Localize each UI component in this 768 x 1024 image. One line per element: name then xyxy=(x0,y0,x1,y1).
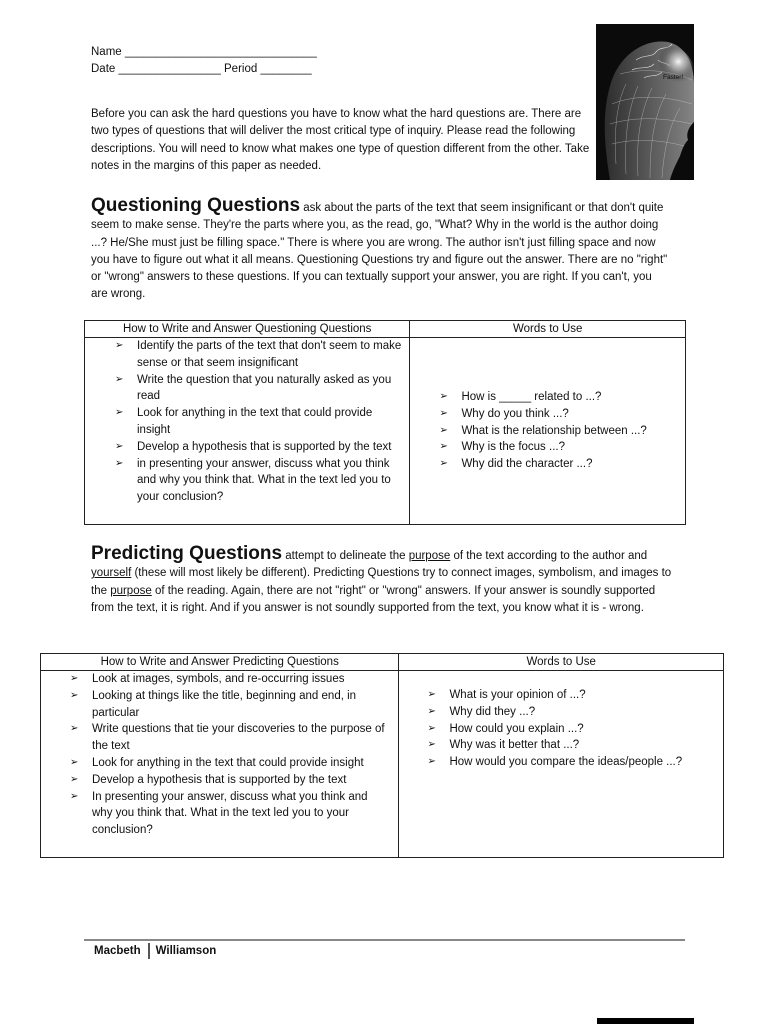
questioning-words-item-text: How is _____ related to ...? xyxy=(461,391,602,403)
predicting-how-item-text: Look at images, symbols, and re-occurring issues xyxy=(92,673,345,685)
questioning-words-item-text: What is the relationship between ...? xyxy=(461,424,647,437)
predicting-how-item xyxy=(70,789,390,839)
arrow-bullet-icon: ➢ xyxy=(70,689,79,701)
predicting-words-item xyxy=(427,754,723,771)
predicting-desc-part2: of the text according to the author and xyxy=(450,550,648,562)
date-period-line: Date ________________ Period ________ xyxy=(91,63,312,75)
questioning-how-cell xyxy=(85,338,410,525)
predicting-how-item xyxy=(70,688,390,722)
questioning-words-item xyxy=(439,389,685,406)
arrow-bullet-icon: ➢ xyxy=(70,790,79,802)
predicting-words-header: Words to Use xyxy=(399,654,724,671)
questioning-words-item xyxy=(439,406,685,423)
questioning-how-list xyxy=(115,338,402,506)
arrow-bullet-icon: ➢ xyxy=(70,756,79,768)
arrow-bullet-icon: ➢ xyxy=(427,722,436,734)
arrow-bullet-icon: ➢ xyxy=(439,424,448,436)
human-head-brain-image xyxy=(596,24,694,180)
predicting-words-item xyxy=(427,687,723,704)
intro-paragraph: Before you can ask the hard questions you have to know what the hard questions are. There are two types of questions that will deliver the most critical type of inquiry. Please read the following descriptions. You will need to know what makes one type of question different from the other. Take notes in the margins of this paper as needed. xyxy=(91,108,590,172)
questioning-how-item-text: Write the question that you naturally asked as you read xyxy=(137,373,392,403)
questioning-how-item xyxy=(115,372,401,406)
questioning-words-item-text: Why do you think ...? xyxy=(461,407,569,420)
predicting-how-item-text: In presenting your answer, discuss what you think and why you think that. What in the text led you to your conclusion? xyxy=(92,790,368,837)
questioning-how-item-text: Develop a hypothesis that is supported by the text xyxy=(137,440,392,453)
questioning-words-cell xyxy=(410,338,686,525)
arrow-bullet-icon: ➢ xyxy=(115,457,124,469)
arrow-bullet-icon: ➢ xyxy=(115,440,124,452)
arrow-bullet-icon: ➢ xyxy=(70,773,79,785)
predicting-title: Predicting Questions xyxy=(91,543,283,564)
footer xyxy=(94,943,216,959)
predicting-how-item-text: Develop a hypothesis that is supported by the text xyxy=(92,773,347,786)
predicting-words-item-text: What is your opinion of ...? xyxy=(449,689,586,701)
footer-separator xyxy=(148,943,150,959)
questioning-words-item-text: Why is the focus ...? xyxy=(461,441,565,454)
questioning-how-item-text: Identify the parts of the text that don't seem to make sense or that seem insignificant xyxy=(137,340,402,369)
arrow-bullet-icon: ➢ xyxy=(427,756,436,768)
questioning-how-item xyxy=(115,405,401,439)
predicting-desc-purpose-2: purpose xyxy=(110,584,152,597)
predicting-section xyxy=(91,544,681,617)
arrow-bullet-icon: ➢ xyxy=(115,373,124,385)
predicting-how-item-text: Looking at things like the title, beginning and end, in particular xyxy=(92,689,357,719)
predicting-words-item xyxy=(427,721,723,738)
predicting-words-cell xyxy=(399,671,724,858)
questioning-how-item-text: in presenting your answer, discuss what you think and why you think that. What in the text led you to your conclusion? xyxy=(137,457,391,504)
footer-divider xyxy=(84,939,685,941)
questioning-description: ask about the parts of the text that seem insignificant or that don't quite seem to make sense. They're the parts where you, as the read, go, "What? Why in the world is the author doing ...? He/She must just be filling space." There is where you are wrong. The author isn't just filling space and now you have to figure out what it all means. Questioning Questions try and figure out the answer. There are no "right" or "wrong" answers to these questions. If you can textually support your answer, you are right. If you can't, you are wrong. xyxy=(91,202,668,301)
questioning-words-item xyxy=(439,423,685,440)
questioning-how-header: How to Write and Answer Questioning Questions xyxy=(85,321,410,338)
predicting-desc-part1: attempt to delineate the xyxy=(282,550,409,562)
predicting-desc-part4: of the reading. Again, there are not "right" or "wrong" answers. If your answer is soundly supported from the text, it is right. And if you answer is not soundly supported from the text, you know what it is - wrong. xyxy=(91,584,656,614)
questioning-how-item-text: Look for anything in the text that could provide insight xyxy=(137,407,373,436)
arrow-bullet-icon: ➢ xyxy=(439,391,448,402)
questioning-words-header: Words to Use xyxy=(410,321,686,338)
predicting-how-item xyxy=(70,671,390,688)
questioning-how-item xyxy=(115,456,401,506)
arrow-bullet-icon: ➢ xyxy=(427,739,436,751)
footer-author: Williamson xyxy=(155,945,217,957)
faster-label: Faster! xyxy=(663,74,684,81)
predicting-how-item xyxy=(70,721,390,755)
name-line: Name ______________________________ xyxy=(91,46,317,58)
predicting-how-list xyxy=(70,671,390,839)
arrow-bullet-icon: ➢ xyxy=(427,705,436,717)
arrow-bullet-icon: ➢ xyxy=(70,723,79,735)
predicting-table xyxy=(40,653,724,858)
predicting-words-list xyxy=(427,687,723,771)
questioning-how-item xyxy=(115,338,402,372)
predicting-how-item-text: Write questions that tie your discoveries to the purpose of the text xyxy=(92,723,385,753)
predicting-words-item xyxy=(427,704,723,721)
questioning-how-item xyxy=(115,439,401,456)
footer-title: Macbeth xyxy=(94,945,141,957)
arrow-bullet-icon: ➢ xyxy=(439,458,448,470)
arrow-bullet-icon: ➢ xyxy=(70,673,79,684)
predicting-words-item-text: How could you explain ...? xyxy=(449,722,584,735)
predicting-words-item-text: Why was it better that ...? xyxy=(449,739,580,752)
predicting-words-item-text: How would you compare the ideas/people ...? xyxy=(449,756,683,769)
arrow-bullet-icon: ➢ xyxy=(115,340,124,351)
predicting-desc-purpose: purpose xyxy=(408,550,451,562)
questioning-words-item xyxy=(439,439,685,456)
questioning-title: Questioning Questions xyxy=(91,195,301,216)
predicting-words-item xyxy=(427,737,723,754)
questioning-words-list xyxy=(439,389,685,473)
predicting-how-item xyxy=(70,772,390,789)
questioning-table xyxy=(84,320,686,525)
arrow-bullet-icon: ➢ xyxy=(427,689,436,700)
questioning-words-item xyxy=(439,456,685,473)
predicting-how-item-text: Look for anything in the text that could provide insight xyxy=(92,756,364,769)
questioning-section xyxy=(91,196,671,304)
arrow-bullet-icon: ➢ xyxy=(439,407,448,419)
predicting-desc-yourself: yourself xyxy=(91,567,132,580)
arrow-bullet-icon: ➢ xyxy=(439,441,448,453)
arrow-bullet-icon: ➢ xyxy=(115,407,124,419)
predicting-desc-part3: (these will most likely be different). Predicting Questions try to connect images, symbolism, and images to the xyxy=(91,567,672,597)
questioning-words-item-text: Why did the character ...? xyxy=(461,458,593,471)
predicting-how-header: How to Write and Answer Predicting Questions xyxy=(41,654,399,671)
predicting-how-cell xyxy=(41,671,399,858)
predicting-how-item xyxy=(70,755,390,772)
page-corner-mark xyxy=(597,1018,694,1024)
predicting-words-item-text: Why did they ...? xyxy=(449,705,536,718)
